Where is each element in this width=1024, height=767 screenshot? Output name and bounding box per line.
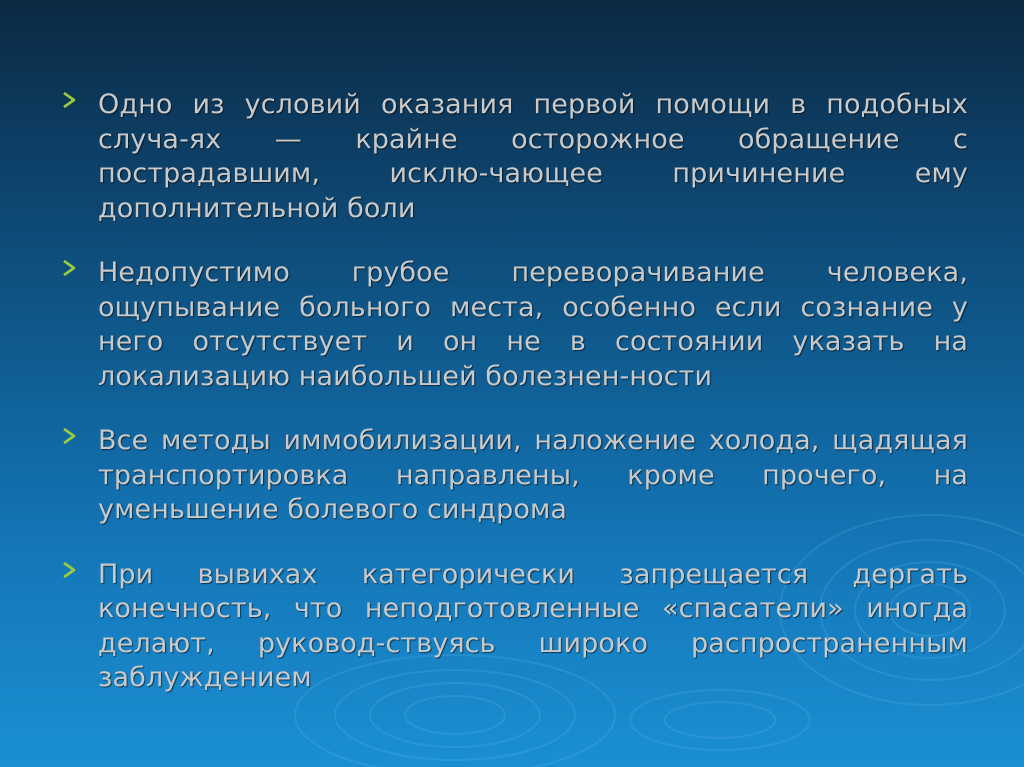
list-item: [58, 558, 968, 696]
arrow-bullet-icon: [62, 90, 76, 110]
arrow-bullet-icon: [62, 560, 76, 580]
bullet-text: Недопустимо грубое переворачивание человека, ощупывание больного места, особенно если сознание у него отсутствует и он не в состоянии указать на локализацию наибольшей болезнен-ности: [98, 257, 968, 392]
list-item: [58, 424, 968, 528]
arrow-bullet-icon: [62, 258, 76, 278]
arrow-bullet-icon: [62, 426, 76, 446]
list-item: [58, 88, 968, 226]
bullet-text: Все методы иммобилизации, наложение холода, щадящая транспортировка направлены, кроме прочего, на уменьшение болевого синдрома: [98, 425, 968, 525]
bullet-text: При вывихах категорически запрещается дергать конечность, что неподготовленные «спасатели» иногда делают, руковод-ствуясь широко распространенным заблуждением: [98, 558, 968, 693]
bullet-text: Одно из условий оказания первой помощи в подобных случа-ях — крайне осторожное обращение с пострадавшим, исклю-чающее причинение ему дополнительной боли: [98, 89, 968, 224]
bullet-list: [58, 88, 968, 726]
list-item: [58, 256, 968, 394]
